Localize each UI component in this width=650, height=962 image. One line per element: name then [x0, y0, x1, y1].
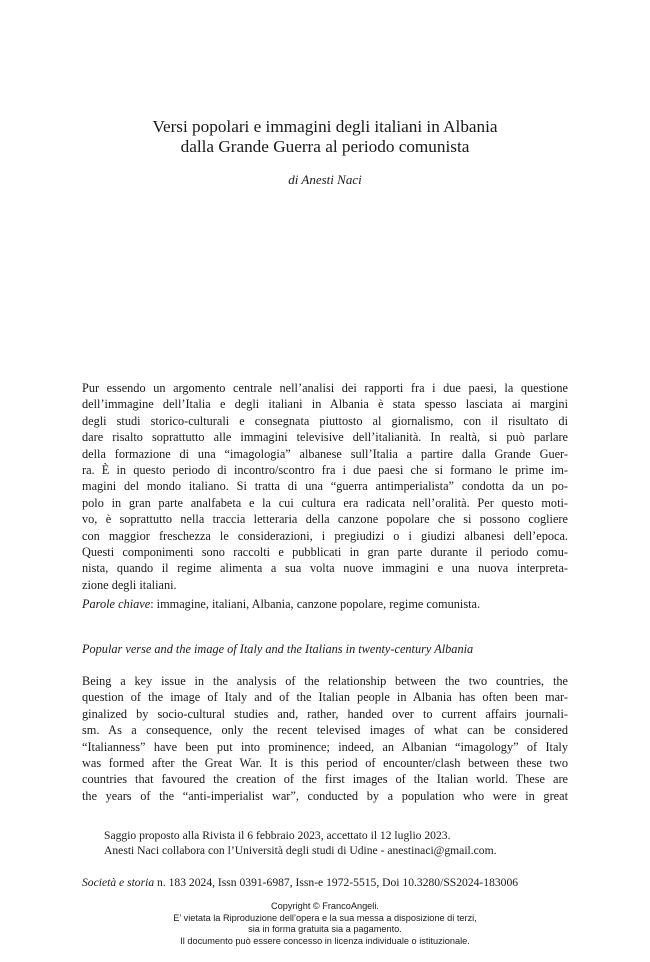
keywords — [82, 596, 568, 612]
abstract-english — [82, 673, 568, 804]
abstract-en-line: was formed after the Great War. It is this period of encounter/clash between these two — [82, 755, 568, 770]
abstract-en-line: sm. As a consequence, only the recent televised images of what can be considered — [82, 723, 568, 738]
abstract-it-line: polo in gran parte analfabeta e la cui cultura era radicata nell’oralità. Per questo moti- — [82, 495, 568, 510]
abstract-en-line: question of the image of Italy and of the Italian people in Albania has often been mar- — [82, 690, 568, 705]
keywords-label: Parole chiave — [82, 597, 151, 611]
submission-note: Saggio proposto alla Rivista il 6 febbraio 2023, accettato il 12 luglio 2023. — [104, 829, 451, 842]
copyright-notice — [0, 901, 650, 947]
abstract-en-line: ginalized by socio-cultural studies and, rather, handed over to current affairs journali- — [82, 706, 568, 721]
english-title: Popular verse and the image of Italy and the Italians in twenty-century Albania — [82, 642, 474, 656]
author-byline: di Anesti Naci — [288, 172, 362, 187]
abstract-it-line: dare risalto soprattutto alle immagini televisive dell’italianità. In realtà, si può parlare — [82, 430, 568, 445]
abstract-it-line: della formazione di una “imagologia” albanese sull’Italia a partire dalla Grande Guer- — [82, 446, 568, 461]
keywords-text: : immagine, italiani, Albania, canzone popolare, regime comunista. — [150, 597, 481, 611]
abstract-en-line: countries that favoured the creation of the first images of the Italian world. These are — [82, 772, 568, 787]
abstract-it-line: Pur essendo un argomento centrale nell’analisi dei rapporti fra i due paesi, la questione — [82, 381, 568, 395]
copyright-line: E’ vietata la Riproduzione dell’opera e la sua messa a disposizione di terzi, — [173, 912, 477, 923]
abstract-it-line: Questi componimenti sono raccolti e pubblicati in gran parte durante il periodo comu- — [82, 544, 568, 559]
copyright-line: Copyright © FrancoAngeli. — [271, 901, 379, 911]
article-title — [0, 117, 650, 157]
abstract-it-line: degli studi storico-culturali e consegnata piuttosto al giornalismo, con il risultato di — [82, 413, 568, 428]
abstract-italian — [82, 380, 568, 593]
citation-details: n. 183 2024, Issn 0391-6987, Issn-e 1972-5515, Doi 10.3280/SS2024-183006 — [154, 876, 519, 889]
journal-citation — [82, 875, 518, 890]
abstract-it-line: ra. È in questo periodo di incontro/scontro fra i due paesi che si formano le prime im- — [82, 462, 568, 477]
abstract-en-line: Being a key issue in the analysis of the relationship between the two countries, the — [82, 674, 568, 688]
article-title-line-1: Versi popolari e immagini degli italiani in Albania — [152, 117, 498, 136]
abstract-it-line: nista, quando il regime alimenta a sua volta nuove immagini e una nuova interpreta- — [82, 561, 568, 576]
abstract-it-line: vo, è soprattutto nella traccia letteraria della canzone popolare che si possono cogliere — [82, 512, 568, 527]
copyright-line: Il documento può essere concesso in licenza individuale o istituzionale. — [180, 935, 470, 946]
abstract-it-line: dell’immagine dell’Italia e degli italiani in Albania è stata spesso lasciata ai margini — [82, 397, 568, 412]
journal-name: Società e storia — [82, 876, 155, 889]
article-title-line-2: dalla Grande Guerra al periodo comunista — [180, 137, 470, 156]
abstract-en-line: the years of the “anti-imperialist war”, conducted by a population who were in great — [82, 788, 568, 803]
abstract-it-line: magini del mondo italiano. Si tratta di una “guerra antimperialista” condotta da un po- — [82, 479, 568, 494]
abstract-en-line: “Italianness” have been put into prominence; indeed, an Albanian “imagology” of Italy — [82, 739, 568, 754]
author-affiliation-note: Anesti Naci collabora con l’Università degli studi di Udine - anestinaci@gmail.com. — [104, 844, 497, 857]
abstract-it-line: zione degli italiani. — [82, 577, 177, 592]
copyright-line: sia in forma gratuita sia a pagamento. — [248, 924, 402, 935]
abstract-it-line: con maggior freschezza le considerazioni, i pregiudizi o i giudizi albanesi dell’epoca. — [82, 528, 568, 543]
